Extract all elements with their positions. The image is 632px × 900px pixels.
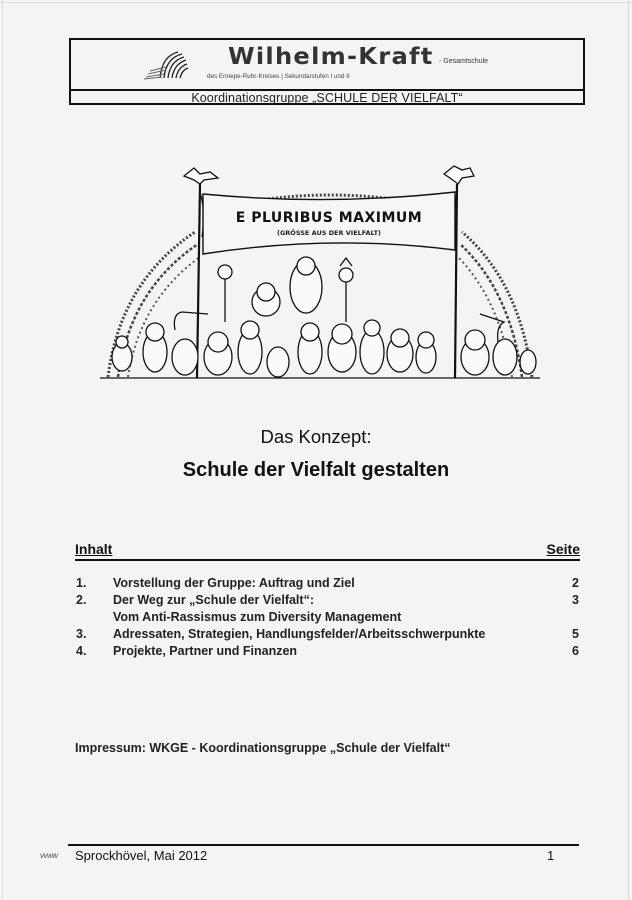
bird-crowd-icon	[100, 257, 540, 378]
toc-heading-contents: Inhalt	[75, 541, 113, 557]
toc-entry-number: 1.	[76, 576, 87, 590]
toc-entry[interactable]	[76, 627, 579, 644]
birds-banner-illustration	[100, 162, 540, 382]
toc-entry-page: 5	[572, 627, 579, 641]
toc-entry-page: 6	[572, 644, 579, 658]
toc-entry[interactable]	[76, 576, 579, 593]
toc-entry-title: Der Weg zur „Schule der Vielfalt“:	[113, 593, 314, 607]
toc-entry[interactable]	[76, 593, 579, 610]
group-title: Koordinationsgruppe „SCHULE DER VIELFALT“	[71, 89, 583, 103]
toc-entry-continuation[interactable]	[76, 610, 579, 627]
toc-entry-number: 4.	[76, 644, 87, 658]
school-type: - Gesamtschule	[439, 58, 489, 65]
footer-watermark: vvww	[40, 851, 58, 860]
toc-entry-number: 3.	[76, 627, 87, 641]
toc-entry-title: Projekte, Partner und Finanzen	[113, 644, 298, 658]
toc-entry-number: 2.	[76, 593, 87, 607]
footer-location-date: Sprockhövel, Mai 2012	[75, 848, 208, 863]
page-border-top	[0, 2, 632, 3]
svg-text:E PLURIBUS MAXIMUM: E PLURIBUS MAXIMUM	[235, 210, 423, 226]
toc-entry-page: 2	[572, 576, 579, 590]
fingerprint-arc-logo-icon	[144, 50, 190, 80]
toc-header	[75, 541, 580, 561]
pole-bird-left-icon	[184, 168, 218, 184]
page-number: 1	[547, 848, 555, 863]
impressum: Impressum: WKGE - Koordinationsgruppe „Schule der Vielfalt“	[75, 741, 451, 755]
toc-entry[interactable]	[76, 644, 579, 661]
toc-entry-page: 3	[572, 593, 579, 607]
footer-divider	[68, 844, 579, 846]
page-border-left	[2, 0, 3, 900]
document-subtitle: Schule der Vielfalt gestalten	[182, 459, 450, 481]
toc-heading-page: Seite	[546, 541, 580, 557]
pole-bird-right-icon	[444, 166, 474, 184]
svg-text:(GRÖSSE AUS DER VIELFALT): (GRÖSSE AUS DER VIELFALT)	[277, 229, 381, 237]
toc-entry-title: Adressaten, Strategien, Handlungsfelder/Arbeitsschwerpunkte	[113, 627, 486, 641]
toc-entry-title: Vom Anti-Rassismus zum Diversity Management	[113, 610, 402, 624]
page-border-right	[628, 0, 629, 900]
school-subtitle: des Ennepe-Ruhr-Kreises | Sekundarstufen I und II	[207, 73, 350, 80]
letterhead-box	[69, 38, 585, 105]
toc-entry-title: Vorstellung der Gruppe: Auftrag und Ziel	[113, 576, 355, 590]
school-name: Wilhelm-Kraft	[228, 44, 434, 70]
document-title: Das Konzept:	[260, 426, 372, 447]
letterhead-logo-area	[71, 40, 583, 89]
